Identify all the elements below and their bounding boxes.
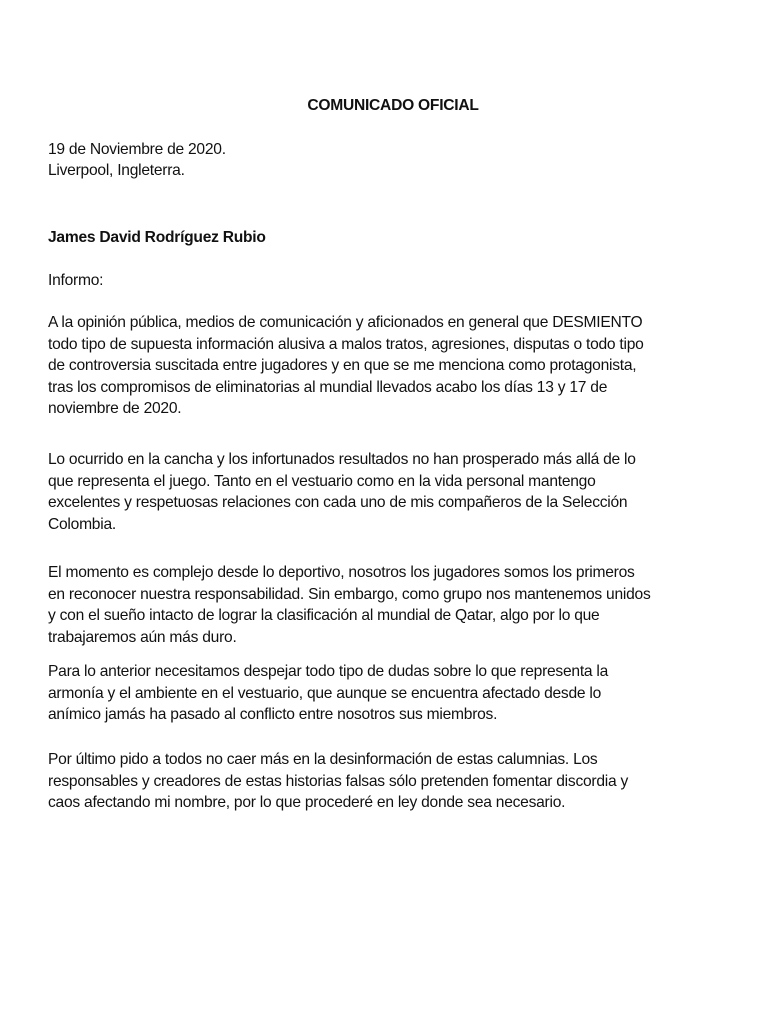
paragraph-3 xyxy=(48,562,748,648)
paragraph-line: trabajaremos aún más duro. xyxy=(48,628,237,646)
paragraph-line: Por último pido a todos no caer más en la desinformación de estas calumnias. Los xyxy=(48,751,598,768)
paragraph-line: caos afectando mi nombre, por lo que procederé en ley donde sea necesario. xyxy=(48,794,566,811)
paragraph-line: A la opinión pública, medios de comunicación y aficionados en general que DESMIENTO xyxy=(48,314,643,331)
paragraph-line: noviembre de 2020. xyxy=(48,400,182,417)
paragraph-4 xyxy=(48,661,748,726)
paragraph-line: excelentes y respetuosas relaciones con cada uno de mis compañeros de la Selección xyxy=(48,494,628,511)
paragraph-line: Lo ocurrido en la cancha y los infortunados resultados no han prosperado más allá de lo xyxy=(48,451,636,468)
paragraph-line: anímico jamás ha pasado al conflicto entre nosotros sus miembros. xyxy=(48,706,498,723)
paragraph-line: El momento es complejo desde lo deportivo, nosotros los jugadores somos los primeros xyxy=(48,564,635,581)
paragraph-line: Colombia. xyxy=(48,515,116,533)
paragraph-line: de controversia suscitada entre jugadores y en que se me menciona como protagonista, xyxy=(48,357,637,374)
paragraph-line: armonía y el ambiente en el vestuario, que aunque se encuentra afectado desde lo xyxy=(48,684,602,702)
paragraph-5 xyxy=(48,749,748,814)
paragraph-line: Para lo anterior necesitamos despejar todo tipo de dudas sobre lo que representa la xyxy=(48,663,609,680)
document-title: COMUNICADO OFICIAL xyxy=(307,97,479,114)
document-author: James David Rodríguez Rubio xyxy=(48,229,266,246)
paragraph-line: responsables y creadores de estas historias falsas sólo pretenden fomentar discordia y xyxy=(48,772,629,790)
paragraph-1 xyxy=(48,312,748,420)
paragraph-line: todo tipo de supuesta información alusiva a malos tratos, agresiones, disputas o todo tipo xyxy=(48,335,644,353)
paragraph-line: tras los compromisos de eliminatorias al mundial llevados acabo los días 13 y 17 de xyxy=(48,378,608,396)
document-place: Liverpool, Ingleterra. xyxy=(48,162,185,179)
document-salutation: Informo: xyxy=(48,272,104,289)
document-date: 19 de Noviembre de 2020. xyxy=(48,141,226,158)
paragraph-2 xyxy=(48,449,748,535)
paragraph-line: en reconocer nuestra responsabilidad. Sin embargo, como grupo nos mantenemos unidos xyxy=(48,585,651,603)
paragraph-line: y con el sueño intacto de lograr la clasificación al mundial de Qatar, algo por lo que xyxy=(48,607,600,624)
paragraph-line: que representa el juego. Tanto en el vestuario como en la vida personal mantengo xyxy=(48,472,596,490)
